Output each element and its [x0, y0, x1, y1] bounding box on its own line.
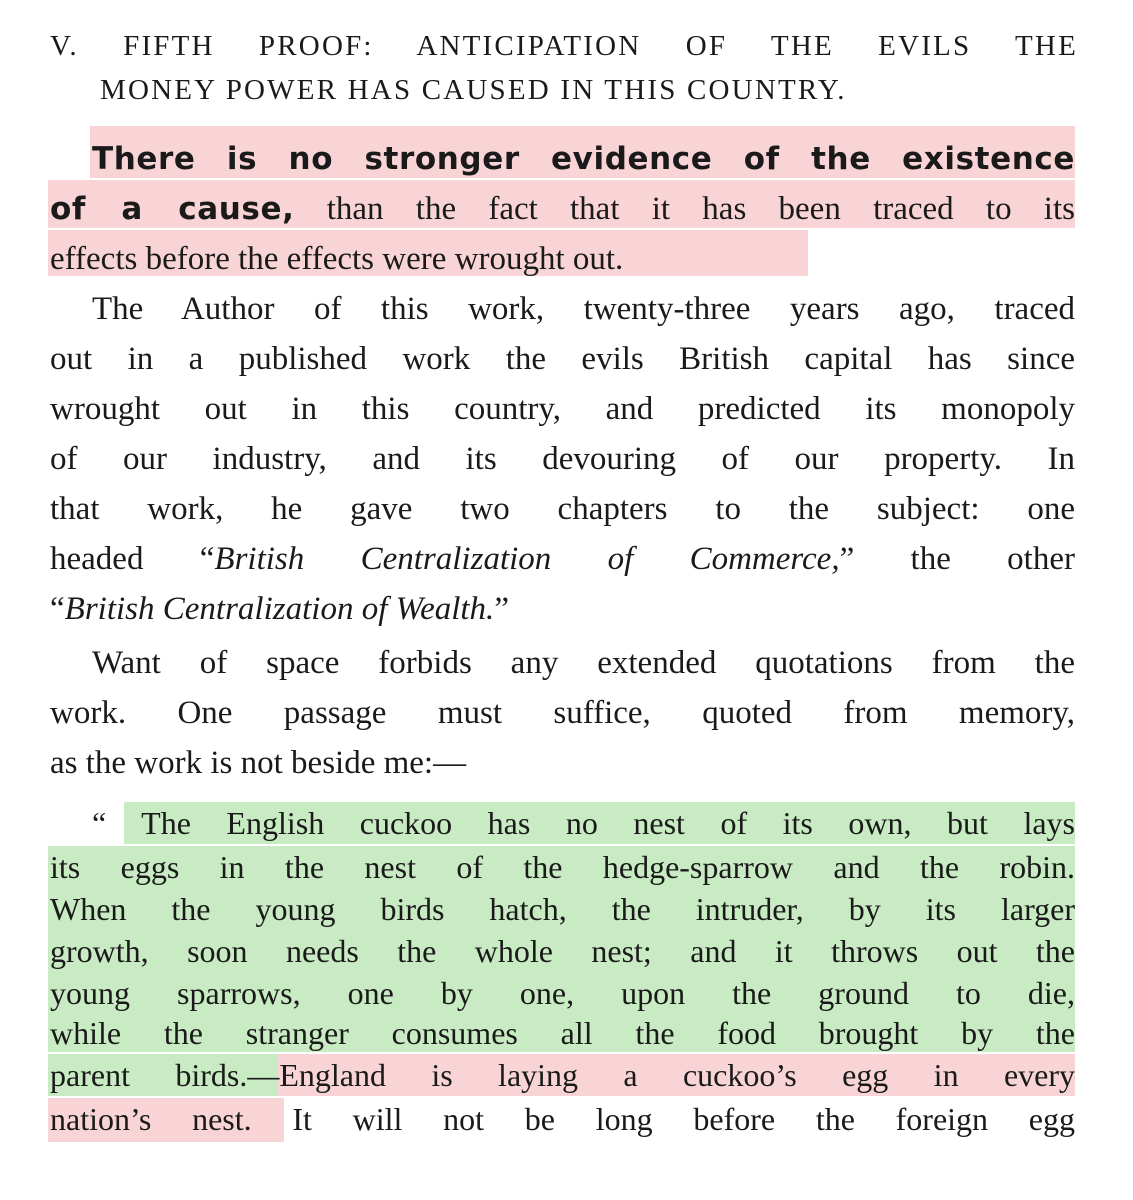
para1-line-2: [50, 184, 1075, 234]
para2-line-2: out in a published work the evils British capital has since: [50, 341, 1075, 377]
para3-line-3: as the work is not beside me:—: [50, 745, 467, 781]
quote-line-3: When the young birds hatch, the intruder, by its larger: [50, 891, 1075, 927]
quote-line-7: parent birds.—England is laying a cuckoo’s egg in every: [50, 1057, 1075, 1093]
para2-text: ” the other: [839, 541, 1075, 577]
para2-line-1: The Author of this work, twenty-three years ago, traced: [92, 291, 1075, 327]
chapter-title: British Centralization of Wealth.: [64, 591, 495, 627]
para1-text: than the fact that it has been traced to its: [294, 191, 1075, 227]
para2-text: “: [50, 591, 65, 627]
heading-line-1: V. FIFTH PROOF: ANTICIPATION OF THE EVILS THE: [50, 30, 1078, 62]
para2-text: ”: [494, 591, 509, 627]
para2-line-6: [50, 534, 1075, 584]
quote-line-2: its eggs in the nest of the hedge-sparrow and the robin.: [50, 849, 1075, 885]
para3-line-2: work. One passage must suffice, quoted from memory,: [50, 695, 1075, 731]
quote-line-5: young sparrows, one by one, upon the ground to die,: [50, 975, 1075, 1011]
quote-line-8: nation’s nest. It will not be long before the foreign egg: [50, 1101, 1075, 1137]
quote-line-4: growth, soon needs the whole nest; and it throws out the: [50, 933, 1075, 969]
para3-line-1: Want of space forbids any extended quotations from the: [92, 645, 1075, 681]
para1-line-1: [92, 134, 1075, 184]
quote-line-1: “ The English cuckoo has no nest of its own, but lays: [92, 805, 1075, 841]
para1-line-3: effects before the effects were wrought out.: [50, 241, 624, 277]
bold-text: There is no stronger evidence of the existence: [92, 141, 1075, 177]
para2-line-5: that work, he gave two chapters to the subject: one: [50, 491, 1075, 527]
bold-text: of a cause,: [50, 191, 295, 227]
para2-line-4: of our industry, and its devouring of our property. In: [50, 441, 1075, 477]
heading-line-2: MONEY POWER HAS CAUSED IN THIS COUNTRY.: [100, 74, 847, 106]
para2-text: headed “: [50, 541, 215, 577]
quote-line-6: while the stranger consumes all the food brought by the: [50, 1015, 1075, 1051]
chapter-title: British Centralization of Commerce,: [214, 541, 840, 577]
para2-line-7: [50, 584, 1075, 634]
para2-line-3: wrought out in this country, and predicted its monopoly: [50, 391, 1075, 427]
